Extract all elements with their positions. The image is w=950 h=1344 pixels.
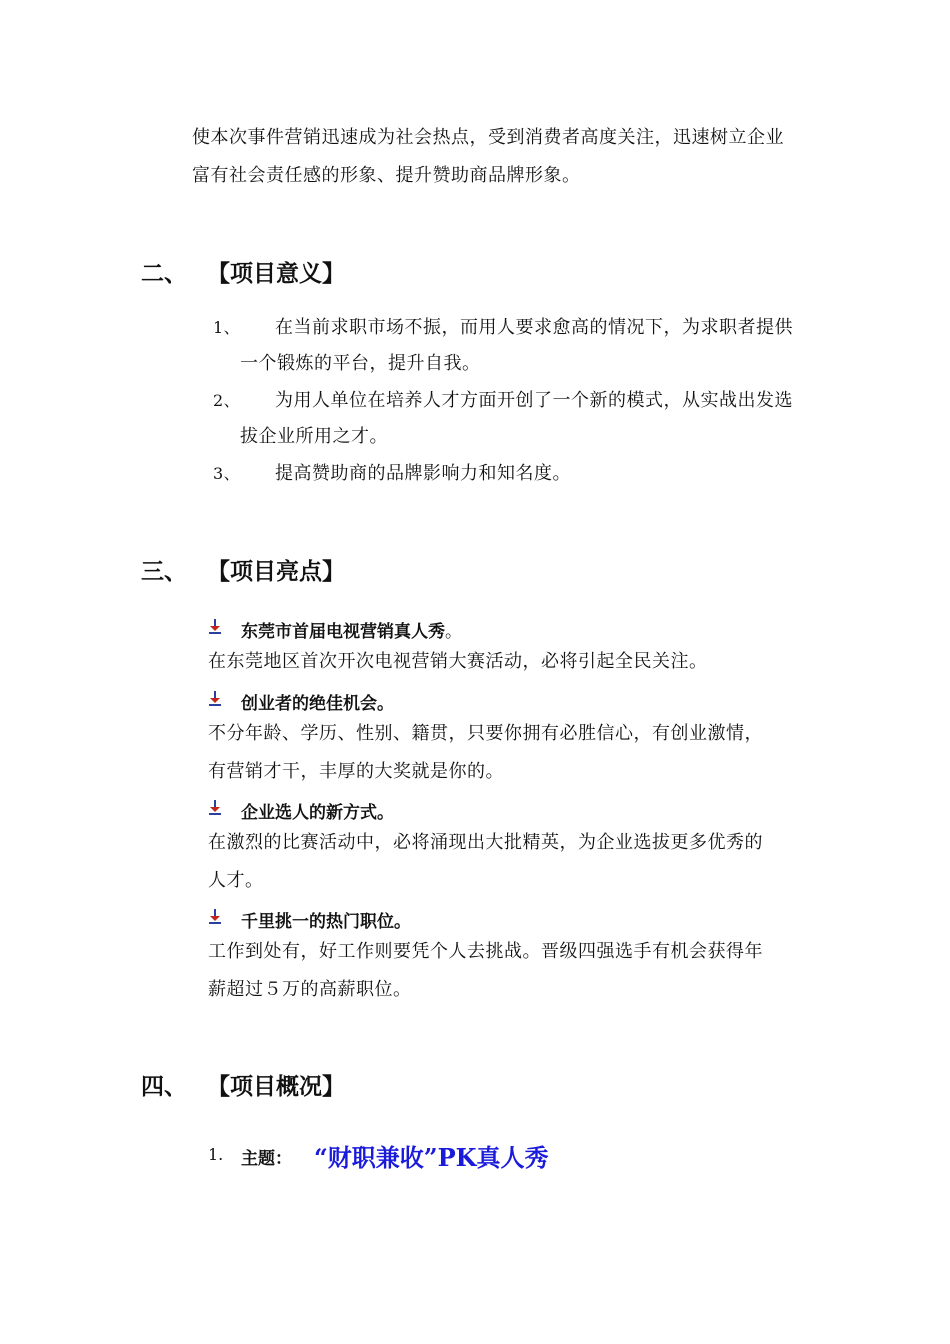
section-2-item-1-line-1: 在当前求职市场不振，而用人要求愈高的情况下，为求职者提供 bbox=[275, 317, 793, 338]
highlight-3-line-1: 在激烈的比赛活动中，必将涌现出大批精英，为企业选拔更多优秀的 bbox=[208, 832, 763, 853]
highlight-3-title: 企业选人的新方式。 bbox=[241, 803, 394, 823]
section-2-number: 二、 bbox=[141, 261, 187, 287]
section-2-heading bbox=[0, 255, 950, 287]
section-2-item-2-line-1: 为用人单位在培养人才方面开创了一个新的模式，从实战出发选 bbox=[275, 390, 793, 411]
section-3-heading bbox=[0, 553, 950, 585]
highlight-2-line-1: 不分年龄、学历、性别、籍贯，只要你拥有必胜信心，有创业激情， bbox=[208, 723, 763, 744]
down-arrow-bullet-icon bbox=[208, 619, 222, 635]
section-2-item-2-number: 2、 bbox=[213, 391, 241, 410]
down-arrow-bullet-icon bbox=[208, 909, 222, 925]
theme-title: “财职兼收”PK真人秀 bbox=[314, 1143, 549, 1172]
section-4-heading bbox=[0, 1068, 950, 1100]
highlight-2-title: 创业者的绝佳机会。 bbox=[241, 694, 394, 714]
highlight-4-line-1: 工作到处有，好工作则要凭个人去挑战。晋级四强选手有机会获得年 bbox=[208, 941, 763, 962]
section-2-item-1-line-2: 一个锻炼的平台，提升自我。 bbox=[240, 353, 481, 374]
highlight-4-line-2: 薪超过５万的高薪职位。 bbox=[208, 979, 412, 1000]
section-2-item-2-line-2: 拔企业所用之才。 bbox=[240, 426, 388, 447]
overview-item-1-number: 1. bbox=[208, 1145, 224, 1164]
highlight-1-title-suffix: 。 bbox=[445, 622, 462, 642]
section-4-title: 【项目概况】 bbox=[207, 1074, 345, 1100]
highlight-2-line-2: 有营销才干，丰厚的大奖就是你的。 bbox=[208, 761, 504, 782]
section-2-item-1-number: 1、 bbox=[213, 318, 241, 337]
highlight-4-title: 千里挑一的热门职位。 bbox=[241, 912, 411, 932]
overview-item-1 bbox=[0, 1136, 950, 1176]
theme-label: 主题： bbox=[241, 1149, 292, 1169]
highlight-3-line-2: 人才。 bbox=[208, 870, 264, 891]
highlight-1-title-text: 东莞市首届电视营销真人秀 bbox=[241, 622, 445, 642]
section-2-item-3-line-1: 提高赞助商的品牌影响力和知名度。 bbox=[275, 463, 571, 484]
down-arrow-bullet-icon bbox=[208, 691, 222, 707]
section-3-title: 【项目亮点】 bbox=[207, 559, 345, 585]
section-2-title: 【项目意义】 bbox=[207, 261, 345, 287]
section-4-number: 四、 bbox=[141, 1074, 187, 1100]
intro-line-2: 富有社会责任感的形象、提升赞助商品牌形象。 bbox=[192, 165, 581, 186]
section-3-number: 三、 bbox=[141, 559, 187, 585]
intro-line-1: 使本次事件营销迅速成为社会热点，受到消费者高度关注，迅速树立企业 bbox=[192, 127, 784, 148]
down-arrow-bullet-icon bbox=[208, 800, 222, 816]
highlight-1-title bbox=[241, 617, 462, 642]
section-2-item-3-number: 3、 bbox=[213, 464, 241, 483]
highlight-1-line-1: 在东莞地区首次开次电视营销大赛活动，必将引起全民关注。 bbox=[208, 651, 708, 672]
